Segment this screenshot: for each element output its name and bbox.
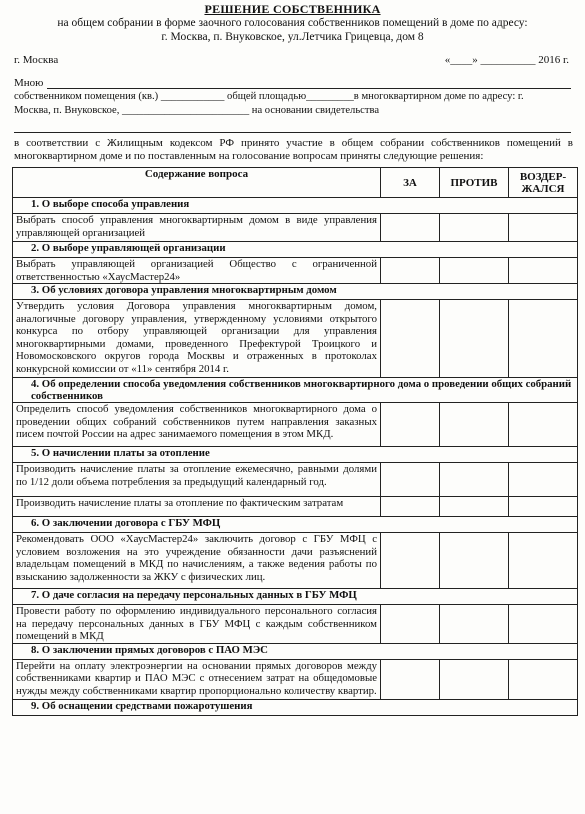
vote-against-cell[interactable] <box>440 605 509 644</box>
document-title: РЕШЕНИЕ СОБСТВЕННИКА <box>204 2 381 16</box>
vote-abstain-cell[interactable] <box>509 605 578 644</box>
vote-abstain-cell[interactable] <box>509 659 578 699</box>
section-row <box>13 242 578 258</box>
question-text: Рекомендовать ООО «ХаусМастер24» заключить договор с ГБУ МФЦ с условием возложения на это учреждение обязанности дачи разъяснений владельцам помещений в МКД по начислениям, а также ведения работы по взысканию задолженности за ЖКУ с физических лиц. <box>13 533 381 589</box>
question-row <box>13 258 578 284</box>
owner-line[interactable]: собственником помещения (кв.) ____________ общей площадью_________в многоквартирном доме по адресу: г. <box>14 91 524 102</box>
vote-against-cell[interactable] <box>440 300 509 378</box>
question-text: Производить начисление платы за отопление по фактическим затратам <box>13 497 381 517</box>
question-row <box>13 214 578 242</box>
section-row <box>13 198 578 214</box>
section-title: 1. О выборе способа управления <box>13 198 578 214</box>
question-text: Выбрать способ управления многоквартирным домом в виде управления управляющей организацией <box>13 214 381 242</box>
vote-for-cell[interactable] <box>381 300 440 378</box>
question-row <box>13 403 578 447</box>
vote-for-cell[interactable] <box>381 533 440 589</box>
section-title: 2. О выборе управляющей организации <box>13 242 578 258</box>
col-abstain: ВОЗДЕР-ЖАЛСЯ <box>509 168 578 198</box>
me-label: Мною <box>14 77 44 89</box>
section-row <box>13 517 578 533</box>
section-title: 5. О начислении платы за отопление <box>13 447 578 463</box>
vote-abstain-cell[interactable] <box>509 403 578 447</box>
section-title: 9. Об оснащении средствами пожаротушения <box>13 699 578 715</box>
col-for: ЗА <box>381 168 440 198</box>
section-row <box>13 284 578 300</box>
question-row <box>13 497 578 517</box>
owner-name-line[interactable] <box>47 76 571 89</box>
section-row <box>13 378 578 403</box>
vote-against-cell[interactable] <box>440 463 509 497</box>
intro-text: в соответствии с Жилищным кодексом РФ принято участие в общем собрании собственников помещений в многоквартирном доме и по поставленным на голосование вопросам приняты следующие решения: <box>14 137 573 162</box>
section-title: 4. Об определении способа уведомления собственников многоквартирного дома о проведении общих собраний собственников <box>13 378 578 403</box>
header-line-2: г. Москва, п. Внуковское, ул.Летчика Грицевца, дом 8 <box>161 31 424 43</box>
vote-for-cell[interactable] <box>381 214 440 242</box>
section-row <box>13 643 578 659</box>
vote-abstain-cell[interactable] <box>509 214 578 242</box>
question-text: Выбрать управляющей организацией Общество с ограниченной ответственностью «ХаусМастер24» <box>13 258 381 284</box>
section-title: 8. О заключении прямых договоров с ПАО МЭС <box>13 643 578 659</box>
decision-table <box>12 167 578 716</box>
section-title: 7. О даче согласия на передачу персональных данных в ГБУ МФЦ <box>13 589 578 605</box>
question-text: Провести работу по оформлению индивидуального персонального согласия на передачу персональных данных в ГБУ МФЦ с каждым собственником помещений в МКД <box>13 605 381 644</box>
vote-abstain-cell[interactable] <box>509 497 578 517</box>
question-text: Перейти на оплату электроэнергии на основании прямых договоров между собственниками квартир и ПАО МЭС с отнесением затрат на общедомовые нужды между собственниками квартир пропорционально количеству квартир. <box>13 659 381 699</box>
vote-for-cell[interactable] <box>381 497 440 517</box>
vote-against-cell[interactable] <box>440 533 509 589</box>
document-header <box>0 2 585 44</box>
vote-for-cell[interactable] <box>381 403 440 447</box>
col-question: Содержание вопроса <box>13 168 381 198</box>
question-row <box>13 533 578 589</box>
question-text: Утвердить условия Договора управления многоквартирным домом, аналогичные договору управления, утвержденному условиями открытого конкурса по отбору управляющей организации для управления многоквартирными домами, проведенного Префектурой Троицкого и Новомосковского округов города Москвы и отраженных в протоколах конкурсной комиссии от «11» сентября 2014 г. <box>13 300 381 378</box>
owner-fill-block <box>0 76 585 133</box>
vote-abstain-cell[interactable] <box>509 463 578 497</box>
question-row <box>13 605 578 644</box>
section-title: 3. Об условиях договора управления многоквартирным домом <box>13 284 578 300</box>
vote-against-cell[interactable] <box>440 659 509 699</box>
section-row <box>13 699 578 715</box>
section-row <box>13 447 578 463</box>
vote-against-cell[interactable] <box>440 497 509 517</box>
vote-abstain-cell[interactable] <box>509 533 578 589</box>
vote-against-cell[interactable] <box>440 214 509 242</box>
city: г. Москва <box>14 54 59 66</box>
vote-for-cell[interactable] <box>381 605 440 644</box>
question-row <box>13 463 578 497</box>
vote-for-cell[interactable] <box>381 463 440 497</box>
col-against: ПРОТИВ <box>440 168 509 198</box>
question-text: Определить способ уведомления собственников многоквартирного дома о проведении общих собраний собственников путем направления заказных писем почтой России на адрес занимаемого помещения в этом МКД. <box>13 403 381 447</box>
vote-against-cell[interactable] <box>440 403 509 447</box>
city-date-row <box>14 54 569 66</box>
section-title: 6. О заключении договора с ГБУ МФЦ <box>13 517 578 533</box>
vote-abstain-cell[interactable] <box>509 258 578 284</box>
question-row <box>13 659 578 699</box>
question-row <box>13 300 578 378</box>
vote-for-cell[interactable] <box>381 258 440 284</box>
vote-abstain-cell[interactable] <box>509 300 578 378</box>
header-line-1: на общем собрании в форме заочного голосования собственников помещений в доме по адресу: <box>57 17 528 29</box>
date-field[interactable]: «____» __________ 2016 г. <box>444 54 569 66</box>
ballot-page <box>0 2 585 814</box>
question-text: Производить начисление платы за отопление ежемесячно, равными долями по 1/12 доли объема потребления за предыдущий календарный год. <box>13 463 381 497</box>
vote-for-cell[interactable] <box>381 659 440 699</box>
section-row <box>13 589 578 605</box>
vote-against-cell[interactable] <box>440 258 509 284</box>
city-line[interactable]: Москва, п. Внуковское, ________________________ на основании свидетельства <box>14 105 380 116</box>
certificate-line[interactable] <box>14 120 571 133</box>
